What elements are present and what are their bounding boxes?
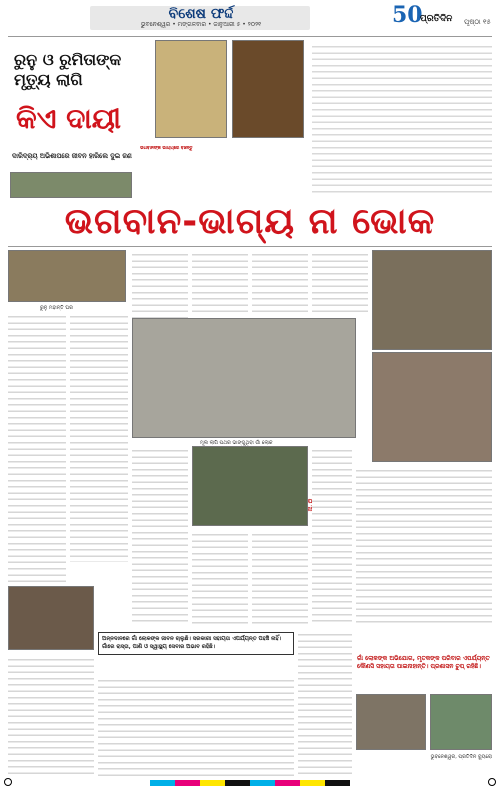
villagers-photo — [430, 694, 492, 750]
headline-line2: କିଏ ଦାୟୀ — [16, 102, 121, 135]
big-headline: ଭଗବାନ-ଭାଗ୍ୟ ନା ଭୋକ — [64, 201, 436, 242]
header-rule — [8, 36, 492, 37]
body-col-1 — [8, 312, 66, 582]
byline: ଭୁବନେଶ୍ୱର, ପ୍ରତିଦିନ ବ୍ୟୁରୋ — [430, 754, 492, 760]
headline-line1: ରୁନୁ ଓ ରୁମିତାଙ୍କ ମୃତ୍ୟୁ ଲାଗି — [14, 50, 122, 89]
body-col-5 — [252, 250, 308, 314]
house-photo-right — [372, 250, 492, 350]
house-photo — [8, 250, 126, 302]
body-col-8 — [192, 530, 248, 626]
registration-mark-right — [488, 778, 496, 786]
stone-photo-caption: ମୂଲ ଲାଗି ପଥର ଭାଙ୍ଗୁଥିବା ଗାଁ ଲୋକ — [200, 440, 273, 446]
anniversary-logo-number: 50 — [392, 2, 423, 28]
color-calibration-bar — [150, 780, 350, 786]
man-photo — [192, 446, 308, 526]
body-col-7 — [132, 446, 188, 626]
headline-rule — [8, 246, 492, 247]
shed-photo — [356, 694, 426, 750]
intro-paragraph — [140, 146, 308, 194]
body-col-6 — [312, 250, 368, 314]
newspaper-name: ପ୍ରତିଦିନ — [420, 14, 453, 24]
people-photo-right — [372, 352, 492, 462]
body-col-bottom-2 — [98, 676, 294, 776]
registration-mark-left — [4, 778, 12, 786]
body-col-10 — [312, 446, 352, 626]
house-photo-caption: ରୁନୁ ମହାନ୍ତି ଘର — [40, 305, 73, 311]
body-col-4 — [192, 250, 248, 314]
body-col-2 — [70, 312, 128, 562]
pullquote-box: ଅନ୍ନଦାନରେ ଗାଁ ଲୋକଙ୍କ ଜୀବନ ଚାଲୁଛି। ସରକାରୀ ସହାୟତା ଏପର୍ଯ୍ୟନ୍ତ ପହଞ୍ଚି ନାହିଁ। ଗାଁରେ ରାସ୍ତା, ପାଣି ଓ ସ୍ୱାସ୍ଥ୍ୟ ସେବାର ଅଭାବ ରହିଛି। — [98, 632, 294, 655]
body-col-right — [356, 466, 492, 626]
red-quote: ନାହିଁ — [305, 506, 315, 513]
section-dateline: ଭୁବନେଶ୍ୱର • ମଙ୍ଗଳବାର • ଜାନୁଆରୀ ୫ • ୨୦୨୧ — [140, 21, 262, 28]
side-highlight: ଗାଁ ଲୋକଙ୍କ ଅଭିଯୋଗ, ମୃତକଙ୍କ ପରିବାର ଏପର୍ଯ୍ୟନ୍ତ କୌଣସି ସହାୟତା ପାଇନାହାନ୍ତି। ପ୍ରଶାସନ ଚୁପ୍ ରହିଛି। — [357, 655, 490, 670]
portrait-photo-2 — [232, 40, 304, 138]
body-col-9 — [252, 530, 308, 626]
right-column-text — [312, 42, 492, 194]
body-col-bottom-3 — [298, 630, 352, 776]
subhead: ଦାରିଦ୍ର୍ୟ ଅଭିଶାପରେ ଜୀବନ ହାରିଲେ ଦୁଇ ଜଣ — [12, 152, 132, 160]
body-col-bottom-1 — [8, 655, 94, 777]
intro-tag: ଭଗବାନଙ୍କ ଭାଗ୍ୟରେ ବଞ୍ଚନ୍ତୁ — [140, 146, 193, 151]
section-title: ବିଶେଷ ଫର୍ଦ୍ଦ — [168, 6, 234, 22]
portrait-photo-1 — [155, 40, 227, 138]
page-number: ପୃଷ୍ଠା ୧୫ — [464, 18, 491, 26]
village-photo-small — [10, 172, 132, 198]
stone-pile-photo — [132, 318, 356, 438]
family-photo — [8, 586, 94, 650]
